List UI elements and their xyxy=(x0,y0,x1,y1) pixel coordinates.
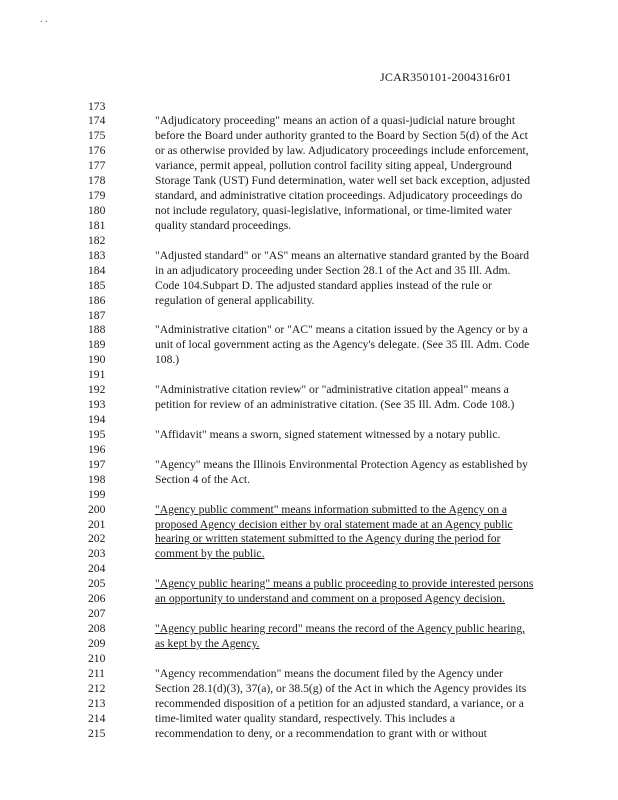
line-number: 208 xyxy=(88,622,106,636)
line-text: "Administrative citation review" or "administrative citation appeal" means a xyxy=(155,383,509,397)
line-number: 205 xyxy=(88,577,106,591)
line-text: hearing or written statement submitted to the Agency during the period for xyxy=(155,532,501,546)
line-text: regulation of general applicability. xyxy=(155,293,315,307)
line-number: 212 xyxy=(88,681,106,695)
line-number: 187 xyxy=(88,308,106,322)
line-number: 190 xyxy=(88,353,106,367)
line-number: 179 xyxy=(88,189,106,203)
line-number: 201 xyxy=(88,517,106,531)
document-id-header: JCAR350101-2004316r01 xyxy=(380,70,512,84)
line-number: 191 xyxy=(88,368,106,382)
line-number: 177 xyxy=(88,159,106,173)
line-number: 200 xyxy=(88,502,106,516)
line-number: 210 xyxy=(88,651,106,665)
line-text: "Agency public hearing" means a public proceeding to provide interested persons xyxy=(155,577,534,591)
line-text: Section 28.1(d)(3), 37(a), or 38.5(g) of the Act in which the Agency provides its xyxy=(155,681,527,695)
line-text: standard, and administrative citation proceedings. Adjudicatory proceedings do xyxy=(155,189,523,203)
line-number: 173 xyxy=(88,99,106,113)
line-number: 197 xyxy=(88,457,106,471)
line-text: "Adjusted standard" or "AS" means an alternative standard granted by the Board xyxy=(155,248,530,262)
line-number: 203 xyxy=(88,547,106,561)
line-text: in an adjudicatory proceeding under Section 28.1 of the Act and 35 Ill. Adm. xyxy=(155,263,511,277)
line-number: 180 xyxy=(88,204,106,217)
line-number: 209 xyxy=(88,636,106,650)
scan-specks: . . xyxy=(40,14,48,25)
line-number: 204 xyxy=(88,562,106,576)
line-number: 196 xyxy=(88,442,106,456)
line-text: unit of local government acting as the Agency's delegate. (See 35 Ill. Adm. Code xyxy=(155,338,530,352)
line-text: "Agency public comment" means information submitted to the Agency on a xyxy=(155,502,508,516)
line-text: recommendation to deny, or a recommendation to grant with or without xyxy=(155,726,487,740)
line-number: 207 xyxy=(88,607,106,621)
line-text: or as otherwise provided by law. Adjudicatory proceedings include enforcement, xyxy=(155,144,529,158)
line-number: 211 xyxy=(88,666,105,680)
line-number: 206 xyxy=(88,592,106,606)
line-text: time-limited water quality standard, respectively. This includes a xyxy=(155,711,456,725)
line-number: 175 xyxy=(88,129,106,143)
line-number: 178 xyxy=(88,174,106,188)
line-number: 185 xyxy=(88,278,106,292)
line-text: "Administrative citation" or "AC" means a citation issued by the Agency or by a xyxy=(155,323,528,337)
line-text: "Agency public hearing record" means the record of the Agency public hearing, xyxy=(155,622,526,636)
line-text: "Adjudicatory proceeding" means an action of a quasi-judicial nature brought xyxy=(155,114,516,128)
line-number: 189 xyxy=(88,338,106,352)
line-number: 192 xyxy=(88,383,106,397)
line-number: 195 xyxy=(88,427,106,441)
line-text: petition for review of an administrative citation. (See 35 Ill. Adm. Code 108.) xyxy=(155,398,515,412)
line-number: 174 xyxy=(88,114,106,128)
line-text: "Affidavit" means a sworn, signed statement witnessed by a notary public. xyxy=(155,427,501,441)
line-number: 199 xyxy=(88,487,106,501)
line-number: 186 xyxy=(88,293,106,307)
line-text: quality standard proceedings. xyxy=(155,218,292,232)
line-text: before the Board under authority granted to the Board by Section 5(d) of the Act xyxy=(155,129,528,143)
line-text: proposed Agency decision either by oral statement made at an Agency public xyxy=(155,517,513,531)
line-text: "Agency" means the Illinois Environmental Protection Agency as established by xyxy=(155,457,528,471)
line-text: 108.) xyxy=(155,353,180,367)
line-number: 194 xyxy=(88,413,106,427)
line-number: 188 xyxy=(88,323,106,337)
line-number: 202 xyxy=(88,532,106,546)
line-number: 214 xyxy=(88,711,106,725)
line-text: recommended disposition of a petition for an adjusted standard, a variance, or a xyxy=(155,696,524,710)
line-number: 193 xyxy=(88,398,106,412)
line-text: variance, permit appeal, pollution control facility siting appeal, Underground xyxy=(155,159,512,173)
line-text: not include regulatory, quasi-legislative, informational, or time-limited water xyxy=(155,204,512,217)
line-number: 182 xyxy=(88,233,106,247)
line-text: Section 4 of the Act. xyxy=(155,472,250,486)
line-text: an opportunity to understand and comment on a proposed Agency decision. xyxy=(155,592,505,606)
line-text: as kept by the Agency. xyxy=(155,636,260,650)
line-number: 184 xyxy=(88,263,106,277)
line-text: "Agency recommendation" means the document filed by the Agency under xyxy=(155,666,503,680)
line-number: 213 xyxy=(88,696,106,710)
line-number: 198 xyxy=(88,472,106,486)
line-text: Code 104.Subpart D. The adjusted standard applies instead of the rule or xyxy=(155,278,492,292)
line-text: comment by the public. xyxy=(155,547,265,561)
line-number: 183 xyxy=(88,248,106,262)
line-number: 176 xyxy=(88,144,106,158)
line-text: Storage Tank (UST) Fund determination, water well set back exception, adjusted xyxy=(155,174,531,188)
line-number: 181 xyxy=(88,218,106,232)
line-number: 215 xyxy=(88,726,106,740)
